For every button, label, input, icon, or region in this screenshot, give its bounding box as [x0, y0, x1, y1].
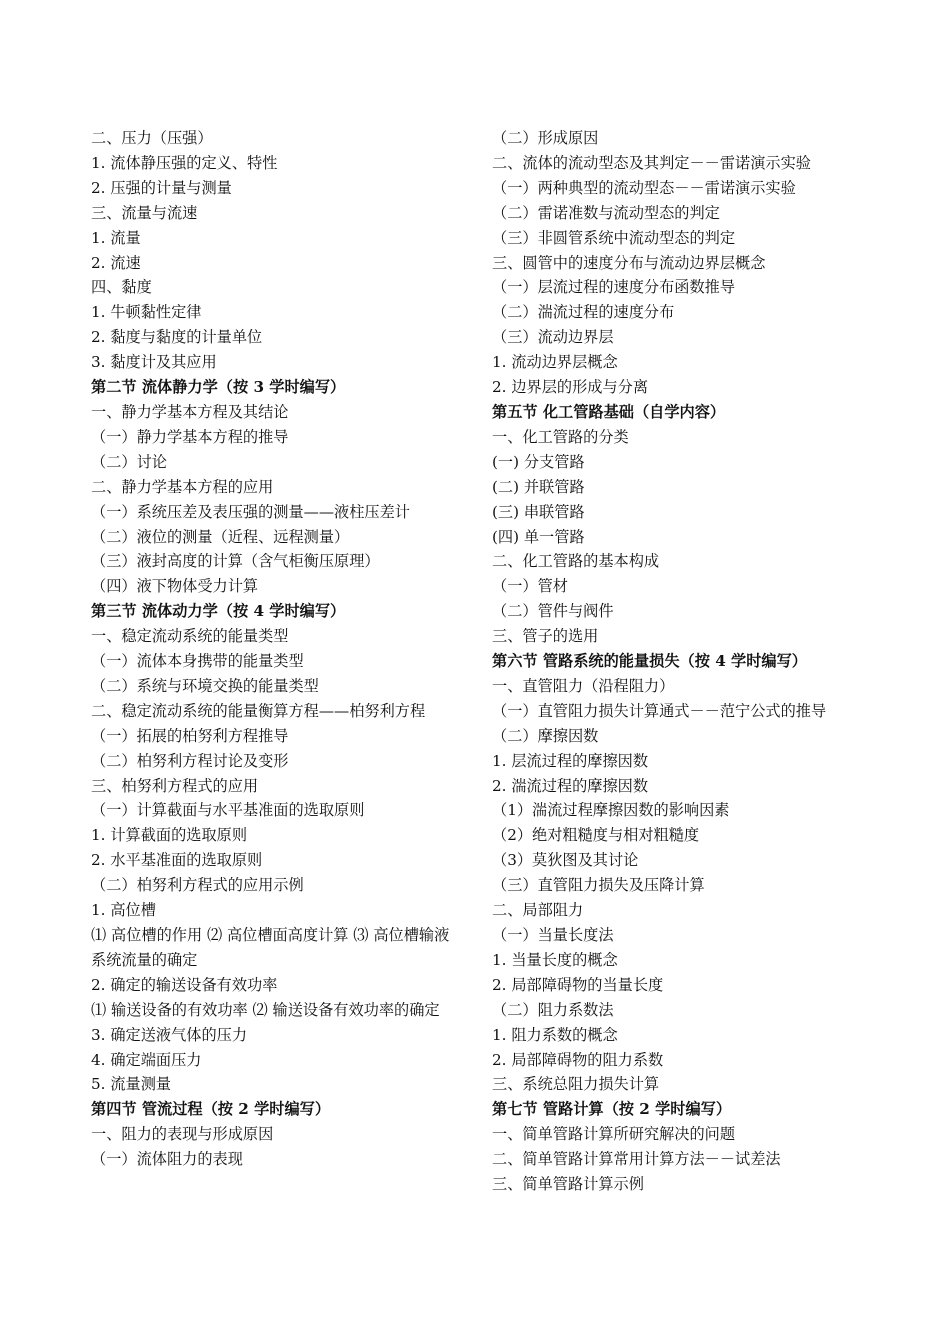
left-outline-item: 1. 计算截面的选取原则	[91, 826, 248, 845]
right-outline-item: (一) 分支管路	[492, 452, 585, 471]
left-outline-item: 二、静力学基本方程的应用	[91, 477, 274, 496]
left-outline-item: 2. 压强的计量与测量	[91, 178, 232, 197]
left-outline-item: 1. 流体静压强的定义、特性	[91, 153, 278, 172]
right-outline-item: （二）形成原因	[492, 129, 599, 147]
left-section-heading: 第三节 流体动力学（按 4 学时编写）	[91, 602, 346, 621]
left-outline-item: 4. 确定端面压力	[91, 1050, 202, 1069]
right-outline-item: （一）直管阻力损失计算通式－－范宁公式的推导	[492, 701, 827, 720]
right-outline-item: （一）层流过程的速度分布函数推导	[492, 278, 735, 297]
right-outline-item: 一、简单管路计算所研究解决的问题	[492, 1125, 735, 1144]
left-outline-item: （一）流体阻力的表现	[91, 1150, 243, 1169]
right-outline-item: 二、化工管路的基本构成	[492, 552, 660, 571]
left-section-heading: 第四节 管流过程（按 2 学时编写）	[91, 1100, 331, 1119]
left-outline-item: （二）液位的测量（近程、远程测量）	[91, 527, 350, 546]
left-outline-item: 1. 牛顿黏性定律	[91, 303, 202, 322]
right-outline-item: 1. 当量长度的概念	[492, 950, 618, 969]
left-outline-item: （三）液封高度的计算（含气柜衡压原理）	[91, 552, 380, 571]
right-outline-item: （一）管材	[492, 577, 568, 596]
right-outline-item: 三、管子的选用	[492, 627, 599, 646]
left-outline-item: （一）拓展的柏努利方程推导	[91, 726, 289, 745]
right-outline-item: （二）雷诺准数与流动型态的判定	[492, 203, 720, 222]
left-outline-item: （一）系统压差及表压强的测量——液柱压差计	[91, 502, 410, 521]
left-outline-item: 一、稳定流动系统的能量类型	[91, 627, 289, 646]
right-outline-item: 1. 阻力系数的概念	[492, 1025, 618, 1044]
left-outline-item: 三、柏努利方程式的应用	[91, 776, 259, 795]
right-outline-item: 三、系统总阻力损失计算	[492, 1075, 660, 1094]
right-outline-item: （三）流动边界层	[492, 328, 614, 347]
right-outline-item: （3）莫狄图及其讨论	[492, 851, 639, 870]
right-outline-item: 三、圆管中的速度分布与流动边界层概念	[492, 253, 766, 272]
left-outline-item: 2. 确定的输送设备有效功率	[91, 975, 278, 994]
left-outline-item: 三、流量与流速	[91, 203, 198, 222]
left-column	[91, 126, 463, 1172]
right-outline-item: 2. 局部障碍物的阻力系数	[492, 1050, 664, 1069]
right-section-heading: 第五节 化工管路基础（自学内容）	[492, 402, 726, 421]
left-outline-item: 一、静力学基本方程及其结论	[91, 402, 289, 421]
right-outline-item: （三）非圆管系统中流动型态的判定	[492, 228, 735, 247]
left-outline-item: 2. 流速	[91, 253, 141, 272]
right-column	[492, 126, 864, 1197]
left-outline-item: ⑴ 高位槽的作用 ⑵ 高位槽面高度计算 ⑶ 高位槽输液系统流量的确定	[91, 926, 450, 969]
left-outline-item: （一）计算截面与水平基准面的选取原则	[91, 801, 365, 820]
right-outline-item: 三、简单管路计算示例	[492, 1175, 644, 1194]
left-outline-item: 四、黏度	[91, 278, 152, 297]
left-section-heading: 第二节 流体静力学（按 3 学时编写）	[91, 378, 346, 397]
right-section-heading: 第六节 管路系统的能量损失（按 4 学时编写）	[492, 652, 807, 671]
right-outline-item: 一、直管阻力（沿程阻力）	[492, 676, 675, 695]
left-outline-item: 二、压力（压强）	[91, 129, 213, 147]
right-outline-item: 二、流体的流动型态及其判定－－雷诺演示实验	[492, 153, 811, 172]
left-outline-item: （二）柏努利方程讨论及变形	[91, 751, 289, 770]
right-outline-item: (四) 单一管路	[492, 527, 585, 546]
right-outline-item: 2. 湍流过程的摩擦因数	[492, 776, 649, 795]
left-outline-item: 3. 黏度计及其应用	[91, 353, 217, 372]
right-outline-item: 一、化工管路的分类	[492, 427, 629, 446]
left-outline-item: （四）液下物体受力计算	[91, 577, 259, 596]
right-outline-item: （1）湍流过程摩擦因数的影响因素	[492, 801, 730, 820]
right-outline-item: （三）直管阻力损失及压降计算	[492, 876, 705, 895]
left-outline-item: 一、阻力的表现与形成原因	[91, 1125, 274, 1144]
right-outline-item: （二）阻力系数法	[492, 1000, 614, 1019]
right-section-heading: 第七节 管路计算（按 2 学时编写）	[492, 1100, 732, 1119]
left-outline-item: （二）柏努利方程式的应用示例	[91, 876, 304, 895]
left-outline-item: （二）讨论	[91, 452, 167, 471]
left-outline-item: 2. 黏度与黏度的计量单位	[91, 328, 263, 347]
right-outline-item: 二、简单管路计算常用计算方法－－试差法	[492, 1150, 781, 1169]
right-outline-item: 1. 流动边界层概念	[492, 353, 618, 372]
right-outline-item: 2. 局部障碍物的当量长度	[492, 975, 664, 994]
left-outline-item: 3. 确定送液气体的压力	[91, 1025, 248, 1044]
right-outline-item: （二）管件与阀件	[492, 602, 614, 621]
right-outline-item: 二、局部阻力	[492, 901, 584, 920]
left-outline-item: 2. 水平基准面的选取原则	[91, 851, 263, 870]
left-outline-item: 1. 流量	[91, 228, 141, 247]
left-outline-item: 1. 高位槽	[91, 901, 156, 920]
right-outline-item: （二）摩擦因数	[492, 726, 599, 745]
left-outline-item: （二）系统与环境交换的能量类型	[91, 676, 319, 695]
left-outline-item: ⑴ 输送设备的有效功率 ⑵ 输送设备有效功率的确定	[91, 1000, 440, 1019]
right-outline-item: 2. 边界层的形成与分离	[492, 378, 649, 397]
right-outline-item: （2）绝对粗糙度与相对粗糙度	[492, 826, 700, 845]
right-outline-item: （二）湍流过程的速度分布	[492, 303, 675, 322]
left-outline-item: 二、稳定流动系统的能量衡算方程——柏努利方程	[91, 701, 426, 720]
right-outline-item: (三) 串联管路	[492, 502, 585, 521]
left-outline-item: （一）静力学基本方程的推导	[91, 427, 289, 446]
left-outline-item: 5. 流量测量	[91, 1075, 172, 1094]
right-outline-item: (二) 并联管路	[492, 477, 585, 496]
right-outline-item: 1. 层流过程的摩擦因数	[492, 751, 649, 770]
right-outline-item: （一）当量长度法	[492, 926, 614, 944]
left-outline-item: （一）流体本身携带的能量类型	[91, 652, 304, 671]
right-outline-item: （一）两种典型的流动型态－－雷诺演示实验	[492, 178, 796, 197]
